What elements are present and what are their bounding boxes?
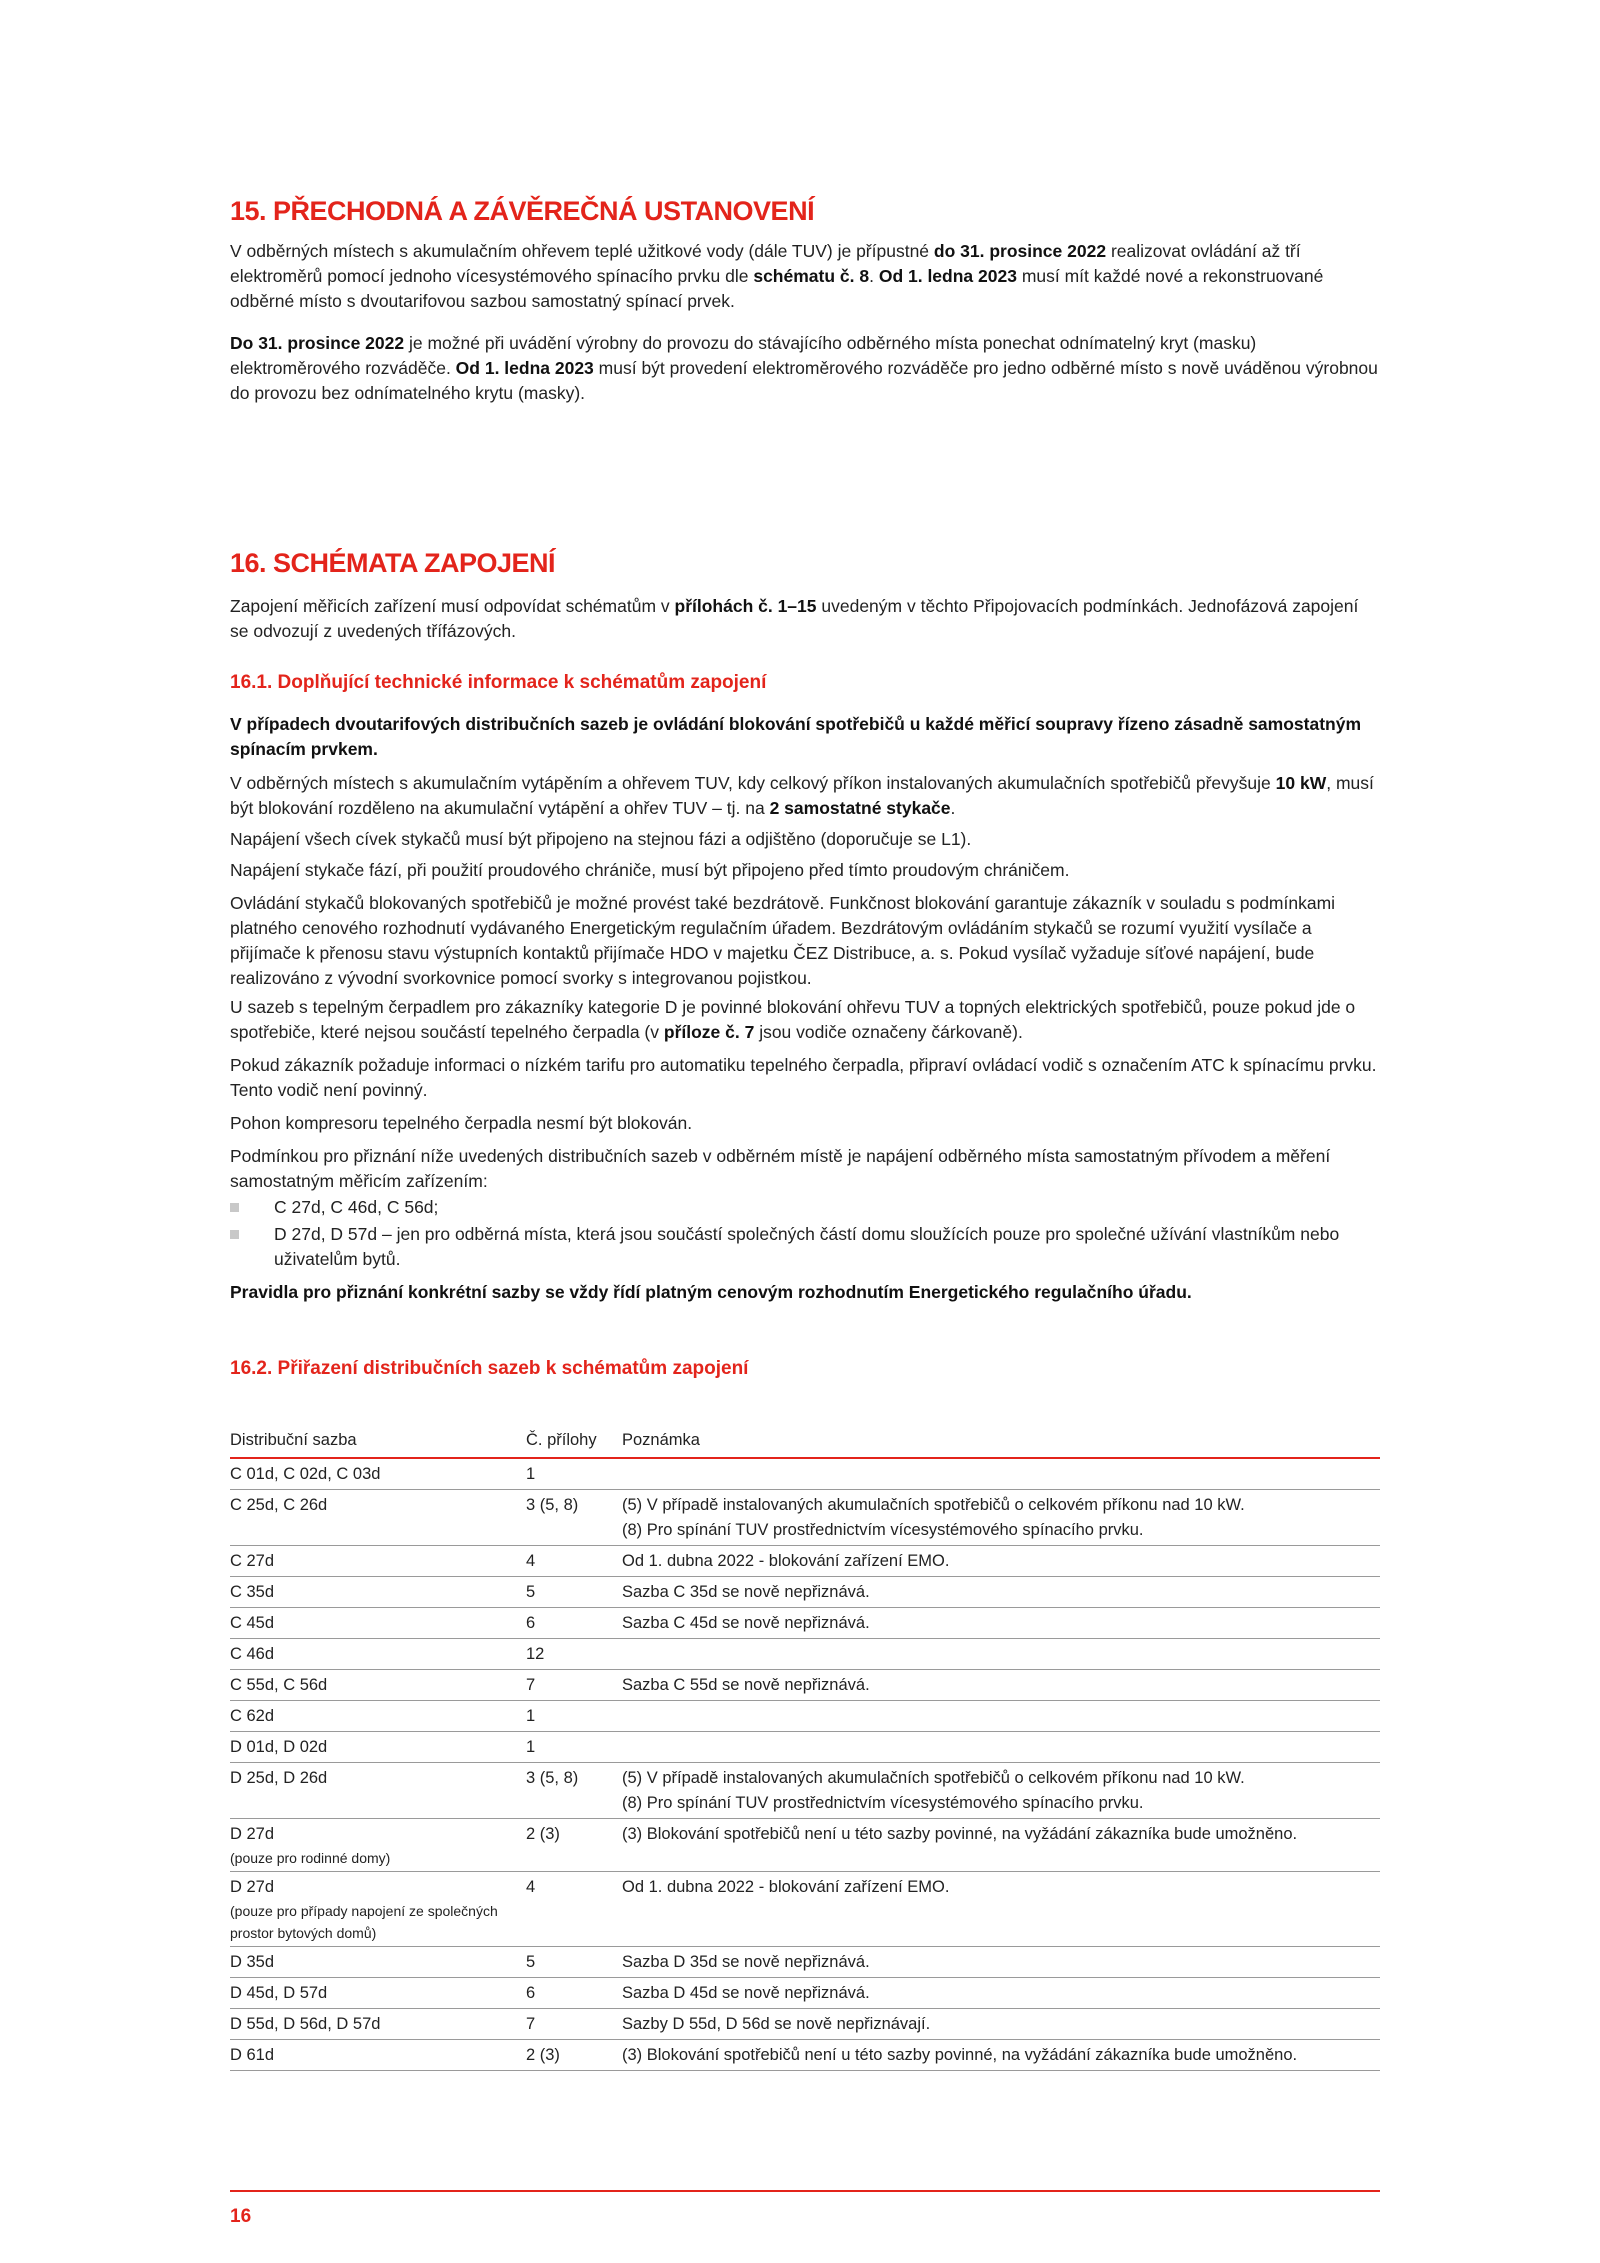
note-line: (3) Blokování spotřebičů není u této sazby povinné, na vyžádání zákazníka bude umožněno. <box>622 1825 1298 1843</box>
note-line: Od 1. dubna 2022 - blokování zařízení EMO. <box>622 1878 950 1896</box>
note-cell <box>622 1701 1380 1732</box>
text: je možné při uvádění výrobny do provozu do stávajícího odběrného místa ponechat odnímatelný kryt (masku) elektroměrového rozváděče. <box>230 333 1257 378</box>
note-line: Sazba D 35d se nově nepřiznává. <box>622 1953 870 1971</box>
text: musí mít každé nové a rekonstruované odběrné místo s dvoutarifovou sazbou samostatný spínací prvek. <box>230 266 1324 311</box>
attachment-cell: 3 (5, 8) <box>526 1763 622 1819</box>
attachment-cell: 1 <box>526 1458 622 1490</box>
attachment-cell: 4 <box>526 1546 622 1577</box>
rates-table <box>230 1423 1380 2071</box>
note-cell <box>622 1872 1380 1947</box>
note-cell <box>622 1819 1380 1872</box>
page-number: 16 <box>230 2206 252 2227</box>
rate-cell <box>230 1819 526 1872</box>
rate-name: C 45d <box>230 1614 275 1632</box>
attachment-cell: 6 <box>526 1608 622 1639</box>
rate-name: D 27d <box>230 1825 275 1843</box>
text: uvedeným v těchto Připojovacích podmínkách. Jednofázová zapojení se odvozují z uvedených třífázových. <box>230 596 1359 641</box>
text: . <box>869 266 879 286</box>
rate-cell <box>230 1978 526 2009</box>
bullet-square-icon <box>230 1230 239 1239</box>
emph: přílohách č. 1–15 <box>674 596 817 616</box>
attachment-cell: 1 <box>526 1701 622 1732</box>
note-line: (8) Pro spínání TUV prostřednictvím vícesystémového spínacího prvku. <box>622 1521 1144 1539</box>
rate-cell <box>230 2040 526 2071</box>
emph: Od 1. ledna 2023 <box>878 266 1017 286</box>
rate-cell <box>230 1639 526 1670</box>
rate-name: D 61d <box>230 2046 275 2064</box>
note-line: (5) V případě instalovaných akumulačních spotřebičů o celkovém příkonu nad 10 kW. <box>622 1496 1245 1514</box>
emph: příloze č. 7 <box>663 1022 755 1042</box>
rate-name: C 27d <box>230 1552 275 1570</box>
emph: Od 1. ledna 2023 <box>455 358 594 378</box>
text: realizovat ovládání až tří elektroměrů pomocí jednoho vícesystémového spínacího prvku dle <box>230 241 1301 286</box>
rate-name: C 01d, C 02d, C 03d <box>230 1465 381 1483</box>
note-cell <box>622 1947 1380 1978</box>
text: . <box>950 798 956 818</box>
note-cell <box>622 1608 1380 1639</box>
note-cell <box>622 1458 1380 1490</box>
rate-cell <box>230 1577 526 1608</box>
note-line: Sazba D 45d se nově nepřiznává. <box>622 1984 870 2002</box>
column-header: Distribuční sazba <box>230 1423 526 1458</box>
attachment-cell: 3 (5, 8) <box>526 1490 622 1546</box>
table-row <box>230 1763 1380 1819</box>
attachment-cell: 5 <box>526 1947 622 1978</box>
rate-name: D 35d <box>230 1953 275 1971</box>
s16-1-paragraph-1 <box>230 771 1380 821</box>
subsection-16-2-title: 16.2. Přiřazení distribučních sazeb k schématům zapojení <box>230 1358 749 1379</box>
text: V odběrných místech s akumulačním vytápěním a ohřevem TUV, kdy celkový příkon instalovaných akumulačních spotřebičů převyšuje <box>230 773 1276 793</box>
note-cell <box>622 1670 1380 1701</box>
rate-cell <box>230 1458 526 1490</box>
rate-cell <box>230 1763 526 1819</box>
table-row <box>230 1670 1380 1701</box>
table-header-row <box>230 1423 1380 1458</box>
attachment-cell: 4 <box>526 1872 622 1947</box>
rate-cell <box>230 1732 526 1763</box>
s16-1-paragraph-7: Pohon kompresoru tepelného čerpadla nesmí být blokován. <box>230 1113 693 1133</box>
note-line: Sazba C 55d se nově nepřiznává. <box>622 1676 870 1694</box>
column-header: Č. přílohy <box>526 1423 622 1458</box>
footer-divider <box>230 2190 1380 2192</box>
s15-paragraph-1 <box>230 239 1380 314</box>
table-row <box>230 1458 1380 1490</box>
note-line: Sazba C 35d se nově nepřiznává. <box>622 1583 870 1601</box>
table-row <box>230 1732 1380 1763</box>
note-cell <box>622 1546 1380 1577</box>
table-row <box>230 1490 1380 1546</box>
emph: do 31. prosince 2022 <box>933 241 1107 261</box>
attachment-cell: 2 (3) <box>526 2040 622 2071</box>
note-line: (5) V případě instalovaných akumulačních spotřebičů o celkovém příkonu nad 10 kW. <box>622 1769 1245 1787</box>
rate-name: C 62d <box>230 1707 275 1725</box>
text: musí být provedení elektroměrového rozváděče pro jedno odběrné místo s nově uváděnou výrobnou do provozu bez odnímatelného krytu (masky). <box>230 358 1378 403</box>
s16-1-paragraph-5 <box>230 995 1380 1045</box>
attachment-cell: 5 <box>526 1577 622 1608</box>
note-cell <box>622 1490 1380 1546</box>
text: jsou vodiče označeny čárkovaně). <box>754 1022 1023 1042</box>
s16-1-paragraph-2: Napájení všech cívek stykačů musí být připojeno na stejnou fázi a odjištěno (doporučuje se L1). <box>230 829 972 849</box>
note-line: Sazby D 55d, D 56d se nově nepřiznávají. <box>622 2015 931 2033</box>
bullet-square-icon <box>230 1203 239 1212</box>
emph: 10 kW <box>1275 773 1327 793</box>
text: V odběrných místech s akumulačním ohřevem teplé užitkové vody (dále TUV) je přípustné <box>230 241 934 261</box>
attachment-cell: 2 (3) <box>526 1819 622 1872</box>
text: Zapojení měřicích zařízení musí odpovídat schématům v <box>230 596 675 616</box>
table-body <box>230 1458 1380 2071</box>
rate-cell <box>230 1947 526 1978</box>
attachment-cell: 1 <box>526 1732 622 1763</box>
section-15-title: 15. PŘECHODNÁ A ZÁVĚREČNÁ USTANOVENÍ <box>230 196 815 226</box>
rate-cell <box>230 1701 526 1732</box>
s16-1-paragraph-8: Podmínkou pro přiznání níže uvedených distribučních sazeb v odběrném místě je napájení odběrného místa samostatným přívodem a měření samostatným měřicím zařízením: <box>230 1146 1331 1191</box>
s16-1-paragraph-4: Ovládání stykačů blokovaných spotřebičů je možné provést také bezdrátově. Funkčnost blokování garantuje zákazník v souladu s podmínkami platného cenového rozhodnutí vydávaného Energetickým regulačním úřadem. Bezdrátovým ovládáním stykačů se rozumí využití vysílače a přijímače k přenosu stavu výstupních kontaktů přijímače HDO v majetku ČEZ Distribuce, a. s. Pokud vysílač vyžaduje síťové napájení, bude realizováno z vývodní svorkovnice pomocí svorky s integrovanou pojistkou. <box>230 893 1336 988</box>
rate-qualifier: (pouze pro rodinné domy) <box>230 1850 391 1866</box>
note-cell <box>622 1978 1380 2009</box>
rate-name: C 46d <box>230 1645 275 1663</box>
list-item-text: C 27d, C 46d, C 56d; <box>274 1197 439 1217</box>
note-cell <box>622 1639 1380 1670</box>
emph: Do 31. prosince 2022 <box>230 333 405 353</box>
note-cell <box>622 1763 1380 1819</box>
note-line: (8) Pro spínání TUV prostřednictvím vícesystémového spínacího prvku. <box>622 1794 1144 1812</box>
s16-1-bold-statement: V případech dvoutarifových distribučních sazeb je ovládání blokování spotřebičů u každé měřicí soupravy řízeno zásadně samostatným spínacím prvkem. <box>230 714 1362 759</box>
note-cell <box>622 1732 1380 1763</box>
note-line: (3) Blokování spotřebičů není u této sazby povinné, na vyžádání zákazníka bude umožněno. <box>622 2046 1298 2064</box>
subsection-16-1-title: 16.1. Doplňující technické informace k schématům zapojení <box>230 672 767 693</box>
rate-name: D 25d, D 26d <box>230 1769 328 1787</box>
emph: schématu č. 8 <box>753 266 870 286</box>
rate-cell <box>230 1546 526 1577</box>
rate-name: C 25d, C 26d <box>230 1496 328 1514</box>
s15-paragraph-2 <box>230 331 1380 406</box>
rate-name: D 45d, D 57d <box>230 1984 328 2002</box>
s16-1-paragraph-6: Pokud zákazník požaduje informaci o nízkém tarifu pro automatiku tepelného čerpadla, připraví ovládací vodič s označením ATC k spínacímu prvku. Tento vodič není povinný. <box>230 1055 1377 1100</box>
s16-1-paragraph-3: Napájení stykače fází, při použití proudového chrániče, musí být připojeno před tímto proudovým chráničem. <box>230 860 1070 880</box>
list-item-text: D 27d, D 57d – jen pro odběrná místa, která jsou součástí společných částí domu sloužících pouze pro společné užívání vlastníkům nebo uživatelům bytů. <box>274 1224 1340 1269</box>
table-row <box>230 1546 1380 1577</box>
table-row <box>230 1819 1380 1872</box>
rate-name: C 35d <box>230 1583 275 1601</box>
table-row <box>230 1701 1380 1732</box>
rate-name: C 55d, C 56d <box>230 1676 328 1694</box>
rate-cell <box>230 1872 526 1947</box>
note-line: Sazba C 45d se nově nepřiznává. <box>622 1614 870 1632</box>
s16-1-final-rule: Pravidla pro přiznání konkrétní sazby se vždy řídí platným cenovým rozhodnutím Energetického regulačního úřadu. <box>230 1282 1192 1302</box>
s16-intro <box>230 594 1380 644</box>
emph: 2 samostatné stykače <box>769 798 951 818</box>
rate-name: D 01d, D 02d <box>230 1738 328 1756</box>
rate-cell <box>230 1608 526 1639</box>
rate-cell <box>230 1670 526 1701</box>
rate-cell <box>230 2009 526 2040</box>
column-header: Poznámka <box>622 1423 1380 1458</box>
note-line: Od 1. dubna 2022 - blokování zařízení EMO. <box>622 1552 950 1570</box>
table-row <box>230 1639 1380 1670</box>
table-row <box>230 2009 1380 2040</box>
note-cell <box>622 2009 1380 2040</box>
table-row <box>230 1577 1380 1608</box>
rate-name: D 27d <box>230 1878 275 1896</box>
section-16-title: 16. SCHÉMATA ZAPOJENÍ <box>230 548 556 578</box>
table-row <box>230 1608 1380 1639</box>
attachment-cell: 12 <box>526 1639 622 1670</box>
note-cell <box>622 2040 1380 2071</box>
rate-cell <box>230 1490 526 1546</box>
table-row <box>230 2040 1380 2071</box>
table-row <box>230 1947 1380 1978</box>
note-cell <box>622 1577 1380 1608</box>
text: , musí být blokování rozděleno na akumulační vytápění a ohřev TUV – tj. na <box>230 773 1374 818</box>
attachment-cell: 7 <box>526 2009 622 2040</box>
table-row <box>230 1978 1380 2009</box>
text: U sazeb s tepelným čerpadlem pro zákazníky kategorie D je povinné blokování ohřevu TUV a topných elektrických spotřebičů, pouze pokud jde o spotřebiče, které nejsou součástí tepelného čerpadla (v <box>230 997 1356 1042</box>
rate-qualifier: (pouze pro případy napojení ze společných prostor bytových domů) <box>230 1903 498 1941</box>
rate-name: D 55d, D 56d, D 57d <box>230 2015 381 2033</box>
attachment-cell: 7 <box>526 1670 622 1701</box>
table-row <box>230 1872 1380 1947</box>
attachment-cell: 6 <box>526 1978 622 2009</box>
